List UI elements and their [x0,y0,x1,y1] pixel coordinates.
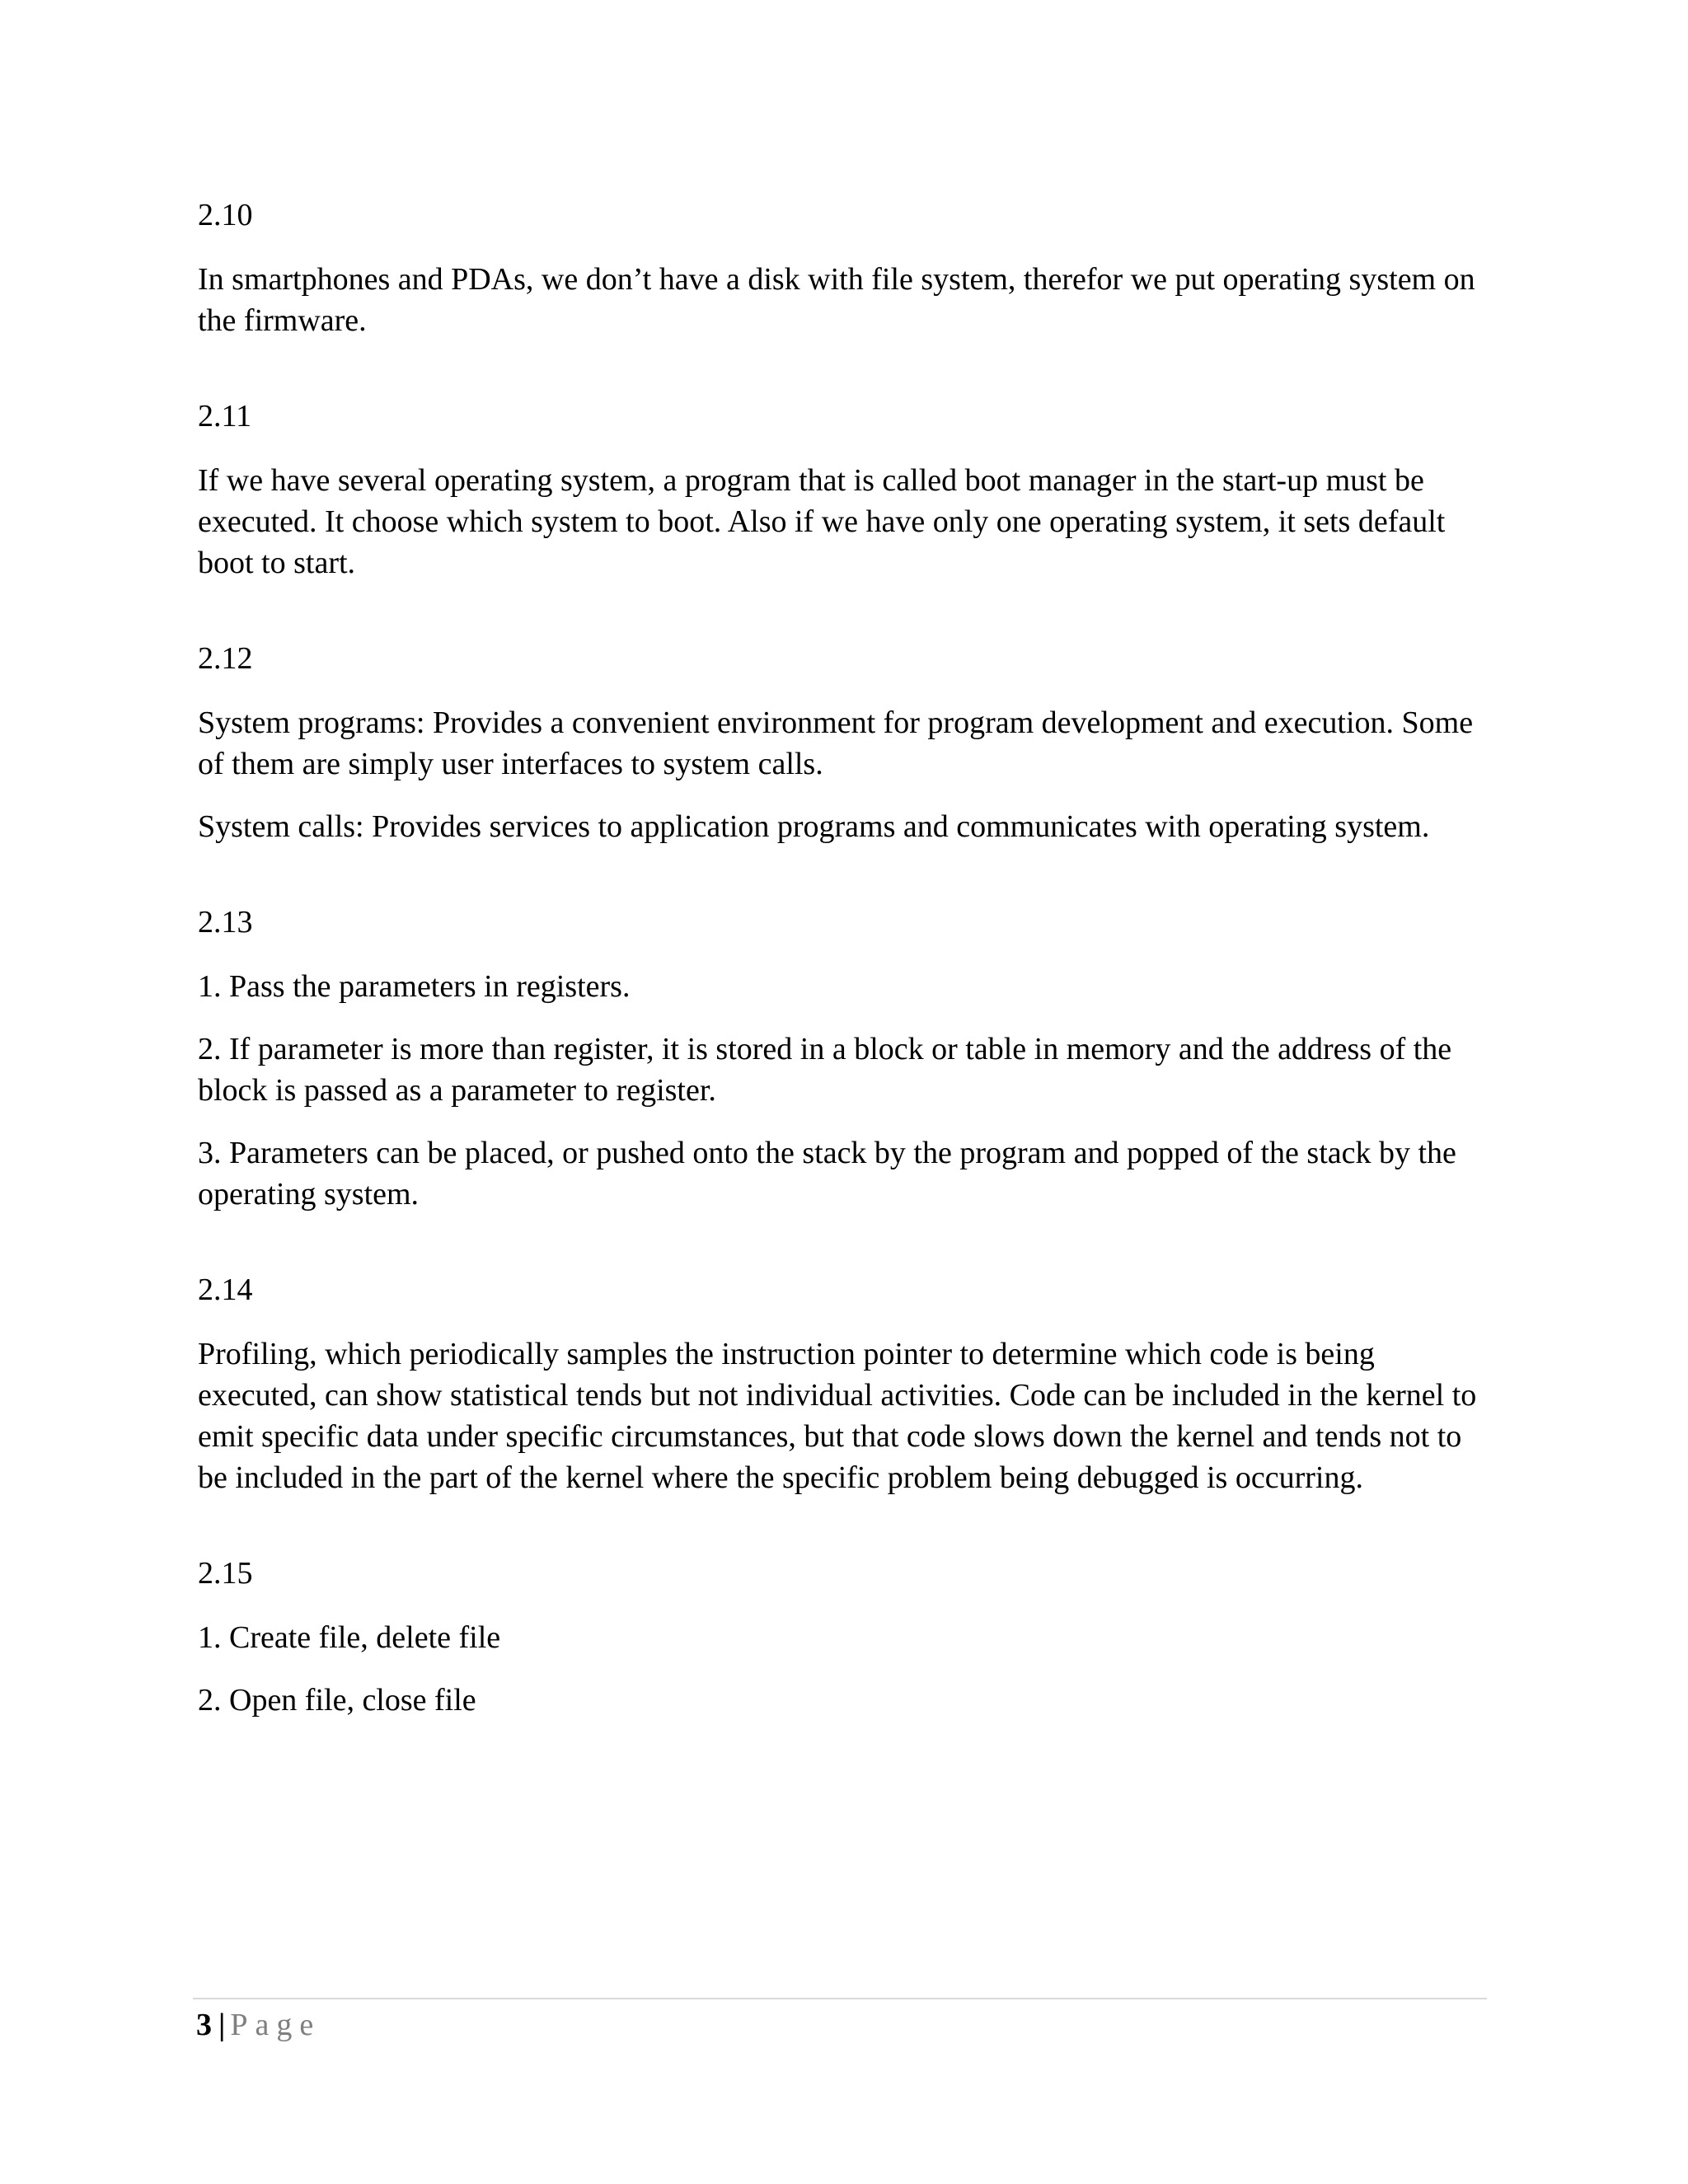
paragraph: System calls: Provides services to application programs and communicates with operating system. [198,809,1430,844]
section-2-13 [198,902,1484,1215]
list-item: 3. Parameters can be placed, or pushed onto the stack by the program and popped of the stack by the operating system. [198,1136,1456,1212]
footer-separator: | [218,2008,226,2042]
list-item: 1. Create file, delete file [198,1620,501,1655]
section-number: 2.14 [198,1272,253,1307]
page-footer [196,2004,321,2046]
section-number: 2.11 [198,399,252,434]
section-2-11 [198,396,1484,583]
list-item: 2. Open file, close file [198,1683,476,1718]
section-number: 2.12 [198,641,253,676]
document-body [198,194,1484,1775]
page-number: 3 [196,2008,212,2042]
section-2-12 [198,638,1484,847]
section-2-14 [198,1269,1484,1498]
section-2-10 [198,194,1484,341]
section-number: 2.13 [198,905,253,940]
section-number: 2.15 [198,1556,253,1591]
list-item: 1. Pass the parameters in registers. [198,969,631,1004]
paragraph: System programs: Provides a convenient environment for program development and execution. Some of them are simply user interfaces to system calls. [198,705,1474,781]
footer-divider [193,1998,1487,1999]
paragraph: If we have several operating system, a program that is called boot manager in the start-up must be executed. It choose which system to boot. Also if we have only one operating system, it sets default boot to start. [198,463,1446,580]
section-2-15 [198,1553,1484,1721]
section-number: 2.10 [198,198,253,232]
list-item: 2. If parameter is more than register, it is stored in a block or table in memory and the address of the block is passed as a parameter to register. [198,1032,1452,1108]
paragraph: In smartphones and PDAs, we don’t have a disk with file system, therefor we put operating system on the firmware. [198,262,1475,338]
page-label: Page [230,2008,321,2042]
paragraph: Profiling, which periodically samples the instruction pointer to determine which code is being executed, can show statistical tends but not individual activities. Code can be included in the kernel to emit specific data under specific circumstances, but that code slows down the kernel and tends not to be included in the part of the kernel where the specific problem being debugged is occurring. [198,1337,1477,1495]
